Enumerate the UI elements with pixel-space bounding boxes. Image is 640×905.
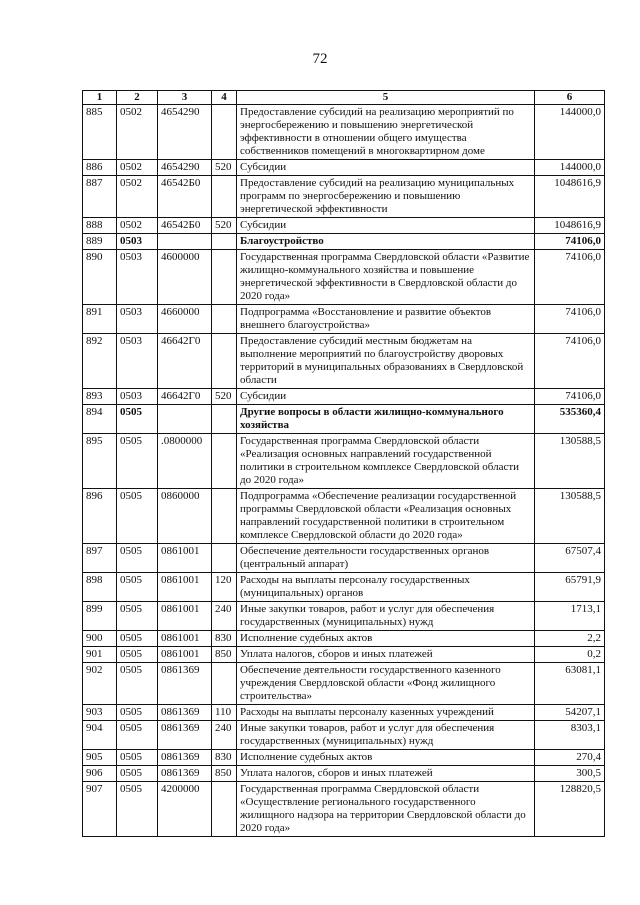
budget-table bbox=[82, 90, 605, 837]
table-body bbox=[83, 105, 605, 837]
row-number: 888 bbox=[83, 218, 117, 234]
row-amount: 130588,5 bbox=[535, 489, 605, 544]
row-number: 900 bbox=[83, 631, 117, 647]
row-amount: 144000,0 bbox=[535, 160, 605, 176]
row-name: Субсидии bbox=[237, 389, 535, 405]
row-name: Государственная программа Свердловской области «Реализация основных направлений государственной политики в строительном комплексе Свердловской области до 2020 года» bbox=[237, 434, 535, 489]
expense-type: 850 bbox=[212, 647, 237, 663]
row-name: Уплата налогов, сборов и иных платежей bbox=[237, 647, 535, 663]
expense-type bbox=[212, 334, 237, 389]
target-code: 0861001 bbox=[158, 631, 212, 647]
row-name: Государственная программа Свердловской области «Осуществление регионального государственного жилищного надзора на территории Свердловской области до 2020 года» bbox=[237, 782, 535, 837]
row-amount: 74106,0 bbox=[535, 305, 605, 334]
row-amount: 67507,4 bbox=[535, 544, 605, 573]
header-col-4: 4 bbox=[212, 91, 237, 105]
table-row bbox=[83, 766, 605, 782]
table-row bbox=[83, 705, 605, 721]
row-name: Иные закупки товаров, работ и услуг для обеспечения государственных (муниципальных) нужд bbox=[237, 602, 535, 631]
target-code: 4600000 bbox=[158, 250, 212, 305]
table-row bbox=[83, 334, 605, 389]
header-col-5: 5 bbox=[237, 91, 535, 105]
row-amount: 2,2 bbox=[535, 631, 605, 647]
target-code: 0861369 bbox=[158, 750, 212, 766]
expense-type bbox=[212, 234, 237, 250]
row-number: 886 bbox=[83, 160, 117, 176]
target-code: 4654290 bbox=[158, 160, 212, 176]
row-number: 891 bbox=[83, 305, 117, 334]
row-amount: 74106,0 bbox=[535, 334, 605, 389]
target-code bbox=[158, 405, 212, 434]
expense-type: 830 bbox=[212, 631, 237, 647]
section-code: 0503 bbox=[117, 334, 158, 389]
row-number: 896 bbox=[83, 489, 117, 544]
row-amount: 1048616,9 bbox=[535, 218, 605, 234]
row-amount: 54207,1 bbox=[535, 705, 605, 721]
row-name: Обеспечение деятельности государственного казенного учреждения Свердловской области «Фонд жилищного строительства» bbox=[237, 663, 535, 705]
section-code: 0505 bbox=[117, 544, 158, 573]
expense-type: 110 bbox=[212, 705, 237, 721]
section-code: 0503 bbox=[117, 234, 158, 250]
target-code: 46642Г0 bbox=[158, 334, 212, 389]
row-amount: 535360,4 bbox=[535, 405, 605, 434]
table-row bbox=[83, 489, 605, 544]
row-number: 897 bbox=[83, 544, 117, 573]
row-name: Уплата налогов, сборов и иных платежей bbox=[237, 766, 535, 782]
expense-type bbox=[212, 663, 237, 705]
target-code: 4654290 bbox=[158, 105, 212, 160]
target-code: 46642Г0 bbox=[158, 389, 212, 405]
row-amount: 144000,0 bbox=[535, 105, 605, 160]
target-code: 0861001 bbox=[158, 647, 212, 663]
row-number: 885 bbox=[83, 105, 117, 160]
section-code: 0505 bbox=[117, 766, 158, 782]
expense-type: 120 bbox=[212, 573, 237, 602]
expense-type bbox=[212, 544, 237, 573]
table-row bbox=[83, 176, 605, 218]
page-number: 72 bbox=[312, 51, 328, 67]
table-row bbox=[83, 434, 605, 489]
target-code: 4200000 bbox=[158, 782, 212, 837]
row-name: Иные закупки товаров, работ и услуг для обеспечения государственных (муниципальных) нужд bbox=[237, 721, 535, 750]
row-number: 902 bbox=[83, 663, 117, 705]
table-row bbox=[83, 160, 605, 176]
row-number: 906 bbox=[83, 766, 117, 782]
expense-type: 240 bbox=[212, 602, 237, 631]
section-code: 0502 bbox=[117, 176, 158, 218]
row-number: 899 bbox=[83, 602, 117, 631]
row-name: Подпрограмма «Восстановление и развитие объектов внешнего благоустройства» bbox=[237, 305, 535, 334]
section-code: 0505 bbox=[117, 721, 158, 750]
section-code: 0505 bbox=[117, 434, 158, 489]
table-row bbox=[83, 782, 605, 837]
row-amount: 128820,5 bbox=[535, 782, 605, 837]
section-code: 0505 bbox=[117, 663, 158, 705]
row-amount: 270,4 bbox=[535, 750, 605, 766]
row-amount: 8303,1 bbox=[535, 721, 605, 750]
row-number: 894 bbox=[83, 405, 117, 434]
section-code: 0505 bbox=[117, 705, 158, 721]
section-code: 0505 bbox=[117, 405, 158, 434]
row-number: 898 bbox=[83, 573, 117, 602]
table-row bbox=[83, 663, 605, 705]
expense-type bbox=[212, 176, 237, 218]
row-number: 904 bbox=[83, 721, 117, 750]
section-code: 0505 bbox=[117, 573, 158, 602]
row-name: Расходы на выплаты персоналу казенных учреждений bbox=[237, 705, 535, 721]
expense-type bbox=[212, 405, 237, 434]
row-amount: 74106,0 bbox=[535, 250, 605, 305]
table-row bbox=[83, 750, 605, 766]
row-name: Подпрограмма «Обеспечение реализации государственной программы Свердловской области «Реализация основных направлений государственной политики в строительном комплексе Свердловской области до 2020 года» bbox=[237, 489, 535, 544]
table-row bbox=[83, 250, 605, 305]
row-name: Предоставление субсидий на реализацию муниципальных программ по энергосбережению и повышению энергетической эффективности bbox=[237, 176, 535, 218]
row-number: 890 bbox=[83, 250, 117, 305]
section-code: 0505 bbox=[117, 602, 158, 631]
table-row bbox=[83, 721, 605, 750]
row-name: Предоставление субсидий местным бюджетам на выполнение мероприятий по благоустройству дворовых территорий в муниципальных образованиях в Свердловской области bbox=[237, 334, 535, 389]
header-col-1: 1 bbox=[83, 91, 117, 105]
row-amount: 74106,0 bbox=[535, 234, 605, 250]
target-code: 4660000 bbox=[158, 305, 212, 334]
row-name: Субсидии bbox=[237, 160, 535, 176]
table-row bbox=[83, 405, 605, 434]
target-code: 0861369 bbox=[158, 663, 212, 705]
row-name: Расходы на выплаты персоналу государственных (муниципальных) органов bbox=[237, 573, 535, 602]
target-code: 0861001 bbox=[158, 573, 212, 602]
table-row bbox=[83, 631, 605, 647]
row-number: 907 bbox=[83, 782, 117, 837]
target-code: 0861369 bbox=[158, 705, 212, 721]
row-amount: 130588,5 bbox=[535, 434, 605, 489]
row-number: 903 bbox=[83, 705, 117, 721]
row-amount: 63081,1 bbox=[535, 663, 605, 705]
expense-type: 520 bbox=[212, 160, 237, 176]
section-code: 0505 bbox=[117, 782, 158, 837]
expense-type: 240 bbox=[212, 721, 237, 750]
section-code: 0503 bbox=[117, 305, 158, 334]
expense-type bbox=[212, 434, 237, 489]
section-code: 0502 bbox=[117, 160, 158, 176]
section-code: 0505 bbox=[117, 631, 158, 647]
expense-type bbox=[212, 489, 237, 544]
table-row bbox=[83, 389, 605, 405]
table-row bbox=[83, 647, 605, 663]
target-code: 0861001 bbox=[158, 544, 212, 573]
row-name: Исполнение судебных актов bbox=[237, 750, 535, 766]
row-number: 901 bbox=[83, 647, 117, 663]
expense-type: 520 bbox=[212, 389, 237, 405]
header-col-3: 3 bbox=[158, 91, 212, 105]
row-number: 893 bbox=[83, 389, 117, 405]
row-amount: 300,5 bbox=[535, 766, 605, 782]
row-name: Обеспечение деятельности государственных органов (центральный аппарат) bbox=[237, 544, 535, 573]
expense-type bbox=[212, 782, 237, 837]
row-number: 895 bbox=[83, 434, 117, 489]
table-row bbox=[83, 305, 605, 334]
row-number: 892 bbox=[83, 334, 117, 389]
row-number: 889 bbox=[83, 234, 117, 250]
table-row bbox=[83, 573, 605, 602]
row-name: Исполнение судебных актов bbox=[237, 631, 535, 647]
target-code: 0861369 bbox=[158, 766, 212, 782]
target-code: 46542Б0 bbox=[158, 176, 212, 218]
expense-type: 520 bbox=[212, 218, 237, 234]
expense-type bbox=[212, 250, 237, 305]
row-amount: 65791,9 bbox=[535, 573, 605, 602]
table-row bbox=[83, 602, 605, 631]
row-number: 887 bbox=[83, 176, 117, 218]
header-col-6: 6 bbox=[535, 91, 605, 105]
section-code: 0502 bbox=[117, 218, 158, 234]
row-name: Другие вопросы в области жилищно-коммунального хозяйства bbox=[237, 405, 535, 434]
expense-type bbox=[212, 105, 237, 160]
target-code bbox=[158, 234, 212, 250]
row-amount: 0,2 bbox=[535, 647, 605, 663]
expense-type: 830 bbox=[212, 750, 237, 766]
row-name: Предоставление субсидий на реализацию мероприятий по энергосбережению и повышению энергетической эффективности в отношении общего имущества собственников помещений в многоквартирном доме bbox=[237, 105, 535, 160]
row-amount: 1713,1 bbox=[535, 602, 605, 631]
row-name: Государственная программа Свердловской области «Развитие жилищно-коммунального хозяйства и повышение энергетической эффективности в Свердловской области до 2020 года» bbox=[237, 250, 535, 305]
row-name: Субсидии bbox=[237, 218, 535, 234]
section-code: 0505 bbox=[117, 489, 158, 544]
section-code: 0502 bbox=[117, 105, 158, 160]
expense-type: 850 bbox=[212, 766, 237, 782]
table-row bbox=[83, 234, 605, 250]
row-amount: 1048616,9 bbox=[535, 176, 605, 218]
section-code: 0503 bbox=[117, 250, 158, 305]
table-row bbox=[83, 105, 605, 160]
target-code: .0800000 bbox=[158, 434, 212, 489]
row-number: 905 bbox=[83, 750, 117, 766]
target-code: 46542Б0 bbox=[158, 218, 212, 234]
section-code: 0505 bbox=[117, 750, 158, 766]
row-name: Благоустройство bbox=[237, 234, 535, 250]
header-row bbox=[83, 91, 605, 105]
target-code: 0861001 bbox=[158, 602, 212, 631]
table-row bbox=[83, 218, 605, 234]
expense-type bbox=[212, 305, 237, 334]
row-amount: 74106,0 bbox=[535, 389, 605, 405]
target-code: 0861369 bbox=[158, 721, 212, 750]
section-code: 0505 bbox=[117, 647, 158, 663]
target-code: 0860000 bbox=[158, 489, 212, 544]
table-row bbox=[83, 544, 605, 573]
section-code: 0503 bbox=[117, 389, 158, 405]
header-col-2: 2 bbox=[117, 91, 158, 105]
